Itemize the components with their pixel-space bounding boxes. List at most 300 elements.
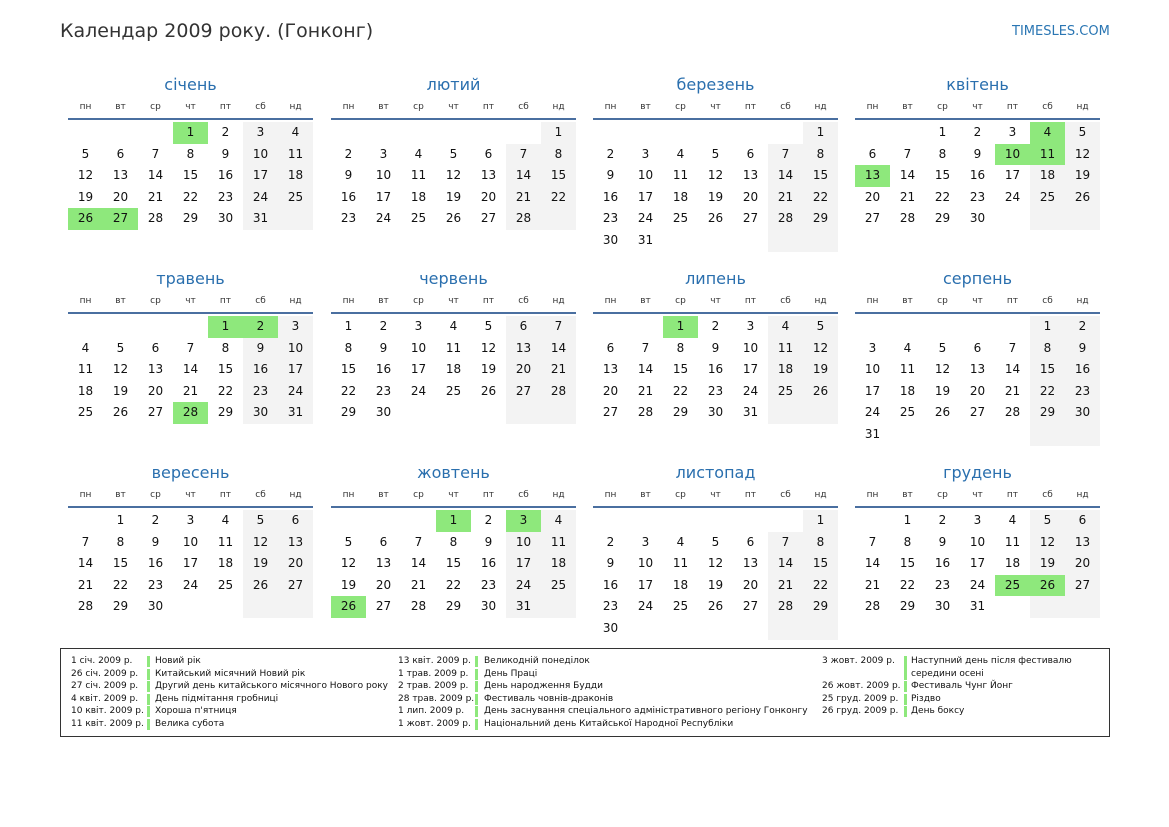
day-cell: 14 [864,556,881,571]
empty-cell [593,510,628,532]
day-cell: 24 [637,599,654,614]
day-cell: 9 [606,168,615,183]
day-cell: 21 [182,383,199,398]
day-cell: 22 [217,383,234,398]
holiday-date: 11 квіт. 2009 р. [71,718,144,729]
day-cell: 29 [899,599,916,614]
day-cell: 7 [506,144,541,166]
weekday-label: нд [1076,490,1089,500]
day-cell: 19 [340,577,357,592]
empty-cell [278,596,313,618]
empty-cell [401,122,436,144]
weekday-label: сб [1042,296,1053,306]
day-cell: 27 [864,211,881,226]
day-cell: 19 [707,189,724,204]
day-cell: 23 [147,577,164,592]
weekday-label: ср [413,102,424,112]
empty-cell [995,424,1030,446]
day-cell: 5 [243,510,278,532]
day-cell: 30 [243,402,278,424]
day-cell: 16 [602,577,619,592]
day-cell: 4 [81,340,90,355]
month-block [855,462,1100,618]
holiday-marker [904,656,907,680]
weekday-label: пн [342,490,355,500]
day-cell: 18 [1030,165,1065,187]
day-cell: 30 [934,599,951,614]
empty-cell [103,316,138,338]
day-cell: 18 [410,189,427,204]
weekday-label: нд [289,102,302,112]
day-cell: 27 [602,405,619,420]
day-cell: 9 [243,338,278,360]
empty-cell [628,618,663,640]
empty-cell [541,402,576,424]
day-cell: 30 [1065,402,1100,424]
day-cell: 14 [541,338,576,360]
day-cell: 28 [864,599,881,614]
day-grid [855,122,1100,230]
day-cell: 23 [340,211,357,226]
day-cell: 30 [375,405,392,420]
day-grid [68,510,313,618]
day-cell: 9 [938,534,947,549]
weekday-label: чт [972,102,983,112]
month-block [68,268,313,424]
day-cell: 16 [602,189,619,204]
empty-cell [173,316,208,338]
day-cell: 25 [217,577,234,592]
day-cell: 6 [484,146,493,161]
brand-link[interactable]: TIMESLES.COM [1012,24,1110,39]
day-cell: 2 [344,146,353,161]
weekday-label: вт [378,490,389,500]
day-grid [331,122,576,230]
day-cell: 7 [768,144,803,166]
weekday-label: вт [115,296,126,306]
day-cell: 11 [410,168,427,183]
day-cell: 7 [903,146,912,161]
weekday-label: пн [604,102,617,112]
day-cell: 26 [112,405,129,420]
empty-cell [733,618,768,640]
weekday-label: вт [640,296,651,306]
holiday-name: День Праці [484,668,538,679]
day-cell: 3 [973,513,982,527]
day-cell: 21 [637,383,654,398]
weekday-label: вт [115,102,126,112]
day-cell: 13 [375,556,392,571]
day-cell: 5 [116,340,125,355]
legend-row [61,705,1109,718]
day-cell: 11 [1030,144,1065,166]
empty-cell [541,208,576,230]
day-grid [331,510,576,618]
holiday-date: 26 жовт. 2009 р. [822,681,901,692]
weekday-label: чт [185,296,196,306]
day-cell: 3 [506,510,541,532]
weekday-header [68,96,313,120]
day-cell: 15 [445,556,462,571]
day-cell: 14 [768,553,803,575]
day-cell: 12 [243,532,278,554]
day-cell: 27 [147,405,164,420]
day-cell: 3 [278,316,313,338]
day-cell: 21 [899,189,916,204]
month-block [68,462,313,618]
day-cell: 28 [899,211,916,226]
day-cell: 17 [637,577,654,592]
day-cell: 18 [278,165,313,187]
day-cell: 27 [506,381,541,403]
day-cell: 8 [221,340,230,355]
day-cell: 24 [182,577,199,592]
empty-cell [890,316,925,338]
day-cell: 28 [410,599,427,614]
month-name: листопад [675,463,756,482]
day-cell: 1 [903,513,912,527]
day-cell: 10 [864,362,881,377]
weekday-label: ср [675,102,686,112]
day-cell: 1 [541,122,576,144]
weekday-label: нд [552,296,565,306]
empty-cell [1065,596,1100,618]
day-cell: 19 [1065,165,1100,187]
holiday-name: Фестиваль Чунг Йонг [911,681,1013,692]
weekday-label: чт [972,296,983,306]
weekday-label: сб [1042,490,1053,500]
empty-cell [401,402,436,424]
day-cell: 6 [116,146,125,161]
day-cell: 12 [1030,532,1065,554]
day-cell: 25 [1030,187,1065,209]
month-block [855,268,1100,446]
day-cell: 19 [480,362,497,377]
weekday-label: вт [640,102,651,112]
empty-cell [855,316,890,338]
day-cell: 28 [1004,405,1021,420]
empty-cell [401,510,436,532]
day-cell: 4 [768,316,803,338]
day-cell: 21 [768,187,803,209]
day-cell: 12 [934,362,951,377]
holiday-date: 10 квіт. 2009 р. [71,706,144,717]
day-cell: 13 [969,362,986,377]
day-cell: 28 [173,402,208,424]
day-cell: 11 [445,340,462,355]
holiday-marker [904,681,907,692]
weekday-label: сб [1042,102,1053,112]
weekday-label: ср [937,296,948,306]
day-cell: 13 [742,168,759,183]
day-cell: 19 [1030,553,1065,575]
month-name: серпень [943,269,1012,288]
weekday-label: чт [185,490,196,500]
day-cell: 13 [506,338,541,360]
day-cell: 31 [969,599,986,614]
day-grid [331,316,576,424]
day-cell: 1 [803,122,838,144]
day-cell: 10 [969,534,986,549]
weekday-label: пт [482,296,495,306]
weekday-label: чт [972,490,983,500]
weekday-label: пт [219,490,232,500]
day-cell: 11 [278,144,313,166]
weekday-label: нд [1076,102,1089,112]
day-cell: 8 [1030,338,1065,360]
month-block [593,74,838,252]
day-cell: 26 [445,211,462,226]
day-cell: 23 [1065,381,1100,403]
weekday-label: нд [814,296,827,306]
day-cell: 28 [147,211,164,226]
day-cell: 16 [217,168,234,183]
empty-cell [698,230,733,252]
day-grid [593,122,838,252]
holiday-legend [60,648,1110,737]
day-grid [855,510,1100,618]
day-cell: 21 [506,187,541,209]
day-cell: 30 [602,232,619,247]
day-cell: 26 [1030,575,1065,597]
day-cell: 1 [803,510,838,532]
empty-cell [995,208,1030,230]
weekday-label: сб [518,296,529,306]
weekday-label: чт [710,102,721,112]
day-cell: 14 [182,362,199,377]
day-cell: 25 [899,405,916,420]
day-grid [593,316,838,424]
day-cell: 26 [803,381,838,403]
day-cell: 15 [803,553,838,575]
day-grid [855,316,1100,446]
day-cell: 7 [186,340,195,355]
day-cell: 25 [445,383,462,398]
weekday-header [68,290,313,314]
empty-cell [663,122,698,144]
empty-cell [890,122,925,144]
empty-cell [663,618,698,640]
empty-cell [506,402,541,424]
empty-cell [698,618,733,640]
day-cell: 20 [742,189,759,204]
holiday-date: 1 жовт. 2009 р. [398,718,471,729]
empty-cell [855,510,890,532]
day-cell: 21 [864,577,881,592]
day-cell: 8 [344,340,353,355]
day-cell: 9 [606,556,615,571]
day-cell: 27 [375,599,392,614]
weekday-label: вт [378,102,389,112]
day-cell: 4 [903,340,912,355]
day-cell: 20 [742,577,759,592]
day-cell: 25 [410,211,427,226]
empty-cell [436,122,471,144]
weekday-label: пн [79,490,92,500]
weekday-header [855,484,1100,508]
day-cell: 30 [217,211,234,226]
day-cell: 20 [480,189,497,204]
day-cell: 5 [1030,510,1065,532]
month-block [855,74,1100,230]
day-cell: 16 [969,168,986,183]
day-cell: 23 [707,383,724,398]
empty-cell [68,122,103,144]
day-cell: 11 [77,362,94,377]
empty-cell [471,122,506,144]
day-cell: 30 [147,599,164,614]
day-cell: 4 [541,510,576,532]
day-cell: 6 [506,316,541,338]
day-cell: 3 [1008,125,1017,139]
day-cell: 7 [1008,340,1017,355]
day-cell: 13 [1065,532,1100,554]
day-cell: 19 [445,189,462,204]
holiday-date: 3 жовт. 2009 р. [822,656,895,666]
weekday-label: сб [780,490,791,500]
day-cell: 1 [938,125,947,139]
day-cell: 17 [506,553,541,575]
day-cell: 6 [868,146,877,161]
day-cell: 15 [899,556,916,571]
day-cell: 21 [1004,383,1021,398]
weekday-label: пн [79,296,92,306]
day-cell: 5 [81,146,90,161]
month-block [331,268,576,424]
day-cell: 18 [899,383,916,398]
day-cell: 16 [340,189,357,204]
day-cell: 6 [379,534,388,549]
day-cell: 31 [243,208,278,230]
month-name: червень [419,269,488,288]
day-cell: 22 [340,383,357,398]
holiday-name: День боксу [911,706,965,717]
empty-cell [733,510,768,532]
day-cell: 9 [344,168,353,183]
empty-cell [471,402,506,424]
day-cell: 15 [182,168,199,183]
day-cell: 24 [375,211,392,226]
weekday-label: вт [640,490,651,500]
day-cell: 25 [995,575,1030,597]
day-cell: 2 [711,319,720,333]
page-title: Календар 2009 року. (Гонконг) [60,20,374,42]
day-cell: 17 [410,362,427,377]
day-cell: 8 [449,534,458,549]
weekday-label: чт [710,490,721,500]
day-cell: 10 [182,534,199,549]
day-cell: 30 [480,599,497,614]
day-cell: 14 [147,168,164,183]
day-cell: 12 [480,340,497,355]
day-cell: 25 [278,187,313,209]
holiday-name: День народження Будди [484,681,603,692]
empty-cell [698,122,733,144]
day-cell: 24 [410,383,427,398]
day-cell: 22 [803,187,838,209]
day-cell: 16 [480,556,497,571]
day-cell: 18 [672,189,689,204]
day-cell: 23 [243,381,278,403]
day-cell: 10 [506,532,541,554]
day-cell: 25 [768,381,803,403]
day-cell: 30 [602,620,619,635]
day-cell: 4 [221,513,230,527]
day-cell: 14 [77,556,94,571]
day-cell: 5 [484,319,493,333]
day-cell: 19 [934,383,951,398]
day-cell: 27 [969,405,986,420]
day-cell: 22 [899,577,916,592]
day-cell: 27 [103,208,138,230]
weekday-label: нд [552,102,565,112]
weekday-header [331,96,576,120]
day-cell: 11 [541,532,576,554]
day-cell: 7 [541,316,576,338]
day-cell: 18 [1004,556,1021,571]
weekday-label: ср [937,490,948,500]
day-cell: 26 [707,211,724,226]
month-name: березень [676,75,755,94]
empty-cell [855,122,890,144]
weekday-label: ср [150,296,161,306]
empty-cell [366,122,401,144]
day-cell: 18 [445,362,462,377]
day-cell: 23 [217,189,234,204]
weekday-label: пн [866,490,879,500]
weekday-header [855,96,1100,120]
day-cell: 8 [676,340,685,355]
day-cell: 4 [449,319,458,333]
day-cell: 4 [676,534,685,549]
day-cell: 15 [803,165,838,187]
weekday-label: ср [150,102,161,112]
day-cell: 3 [243,122,278,144]
day-cell: 2 [243,316,278,338]
day-cell: 1 [663,316,698,338]
day-cell: 5 [711,534,720,549]
day-cell: 7 [81,534,90,549]
day-cell: 27 [742,211,759,226]
weekday-label: чт [448,102,459,112]
day-cell: 2 [1065,316,1100,338]
day-cell: 10 [637,168,654,183]
day-cell: 25 [541,575,576,597]
day-cell: 12 [445,168,462,183]
day-cell: 13 [480,168,497,183]
day-cell: 3 [379,146,388,161]
empty-cell [1030,208,1065,230]
empty-cell [925,316,960,338]
day-cell: 15 [541,165,576,187]
day-cell: 20 [112,189,129,204]
day-cell: 13 [112,168,129,183]
day-cell: 12 [112,362,129,377]
day-cell: 8 [116,534,125,549]
day-cell: 4 [414,146,423,161]
day-cell: 5 [711,146,720,161]
empty-cell [593,316,628,338]
weekday-header [68,484,313,508]
day-cell: 9 [221,146,230,161]
day-cell: 18 [541,553,576,575]
day-cell: 22 [672,383,689,398]
weekday-label: чт [185,102,196,112]
empty-cell [1030,596,1065,618]
day-cell: 17 [637,189,654,204]
day-cell: 10 [243,144,278,166]
empty-cell [803,402,838,424]
